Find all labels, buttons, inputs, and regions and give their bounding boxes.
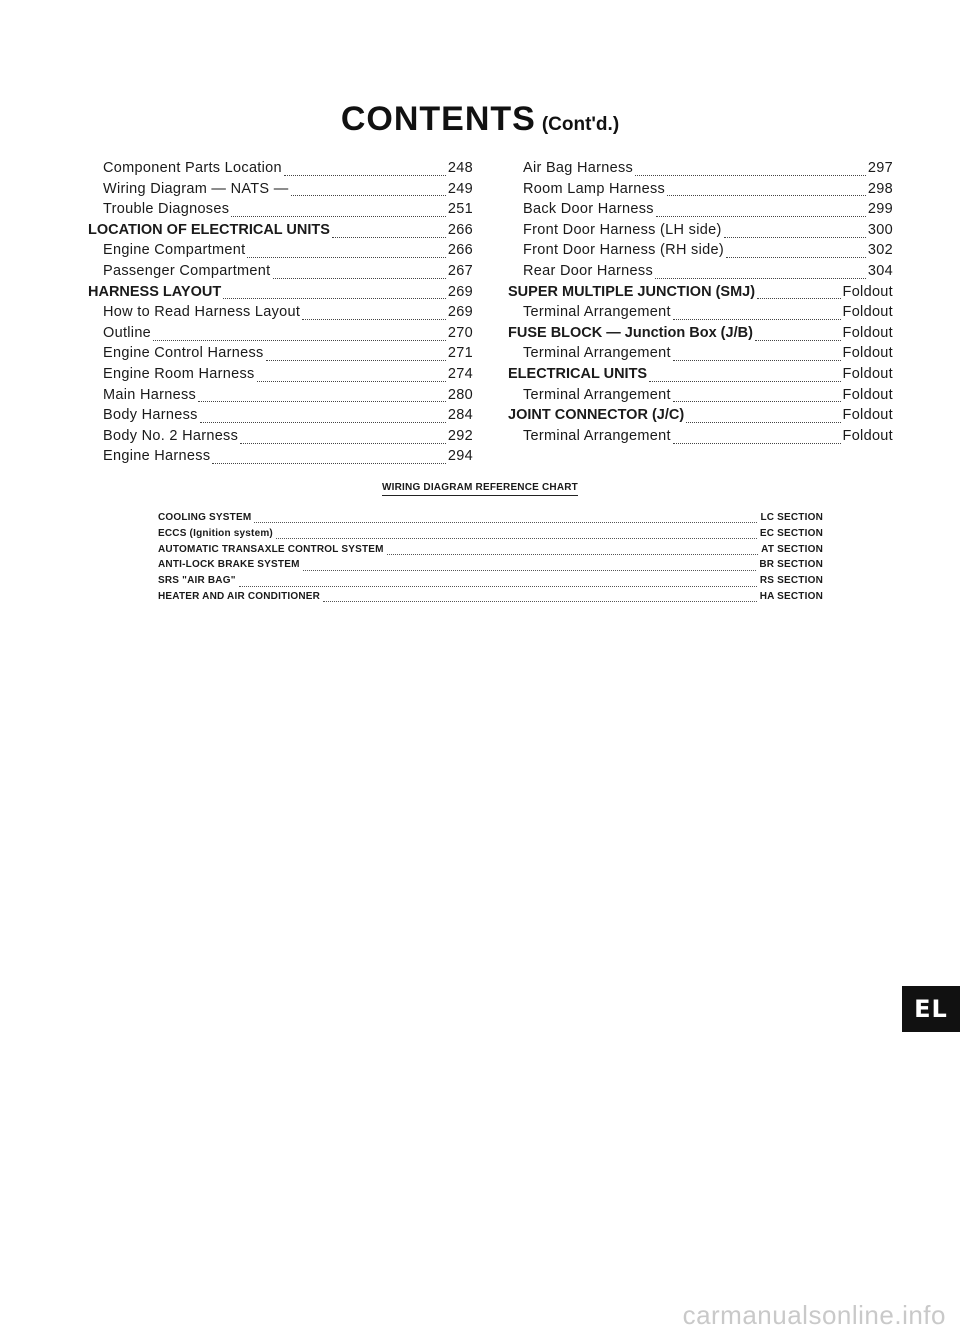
toc-entry[interactable] bbox=[88, 304, 473, 325]
leader-dots bbox=[153, 340, 446, 341]
reference-chart-row[interactable] bbox=[158, 528, 823, 544]
toc-entry-page: 251 bbox=[447, 201, 473, 218]
toc-entry[interactable] bbox=[508, 325, 893, 346]
toc-left-column bbox=[88, 160, 473, 469]
toc-entry-label: Passenger Compartment bbox=[103, 262, 271, 279]
toc-right-column bbox=[508, 160, 893, 448]
leader-dots bbox=[673, 443, 841, 444]
leader-dots bbox=[302, 319, 446, 320]
toc-entry[interactable] bbox=[508, 201, 893, 222]
leader-dots bbox=[273, 278, 446, 279]
toc-entry[interactable] bbox=[508, 242, 893, 263]
toc-entry-label: Front Door Harness (LH side) bbox=[523, 221, 722, 238]
toc-entry-page: 284 bbox=[447, 407, 473, 424]
toc-entry-label: Terminal Arrangement bbox=[523, 345, 671, 362]
toc-entry[interactable] bbox=[508, 284, 893, 305]
toc-entry-label: Component Parts Location bbox=[103, 160, 282, 176]
toc-entry-label: Engine Compartment bbox=[103, 242, 246, 259]
toc-entry-page: Foldout bbox=[842, 324, 893, 341]
leader-dots bbox=[231, 216, 446, 217]
toc-entry-page: 302 bbox=[867, 242, 893, 259]
leader-dots bbox=[387, 554, 758, 555]
reference-system-label: COOLING SYSTEM bbox=[158, 512, 252, 523]
leader-dots bbox=[757, 298, 840, 299]
page-title bbox=[0, 100, 960, 139]
toc-entry[interactable] bbox=[508, 263, 893, 284]
toc-entry-page: 280 bbox=[447, 386, 473, 403]
reference-chart-row[interactable] bbox=[158, 575, 823, 591]
toc-entry[interactable] bbox=[88, 325, 473, 346]
leader-dots bbox=[254, 522, 757, 523]
reference-chart-row[interactable] bbox=[158, 559, 823, 575]
toc-entry[interactable] bbox=[508, 407, 893, 428]
section-tab-el[interactable]: EL bbox=[902, 986, 960, 1032]
toc-entry-label: Main Harness bbox=[103, 386, 197, 403]
toc-entry[interactable] bbox=[88, 222, 473, 243]
toc-entry[interactable] bbox=[88, 387, 473, 408]
toc-entry-page: 270 bbox=[447, 324, 473, 341]
toc-entry-label: Outline bbox=[103, 324, 152, 341]
toc-entry[interactable] bbox=[88, 428, 473, 449]
reference-system-label: HEATER AND AIR CONDITIONER bbox=[158, 590, 321, 602]
reference-section-label: AT SECTION bbox=[761, 543, 823, 555]
toc-entry-page: 249 bbox=[447, 180, 473, 197]
reference-chart-heading: WIRING DIAGRAM REFERENCE CHART bbox=[0, 482, 960, 496]
reference-section-label: EC SECTION bbox=[759, 527, 823, 539]
toc-entry-page: 300 bbox=[867, 221, 893, 238]
reference-chart-row[interactable] bbox=[158, 544, 823, 560]
toc-entry-page: 266 bbox=[447, 221, 473, 238]
leader-dots bbox=[673, 360, 841, 361]
leader-dots bbox=[332, 237, 446, 238]
leader-dots bbox=[247, 257, 445, 258]
toc-entry[interactable] bbox=[88, 263, 473, 284]
toc-entry-label: Front Door Harness (RH side) bbox=[523, 242, 724, 259]
toc-entry-page: Foldout bbox=[842, 345, 893, 362]
leader-dots bbox=[656, 216, 866, 217]
leader-dots bbox=[726, 257, 866, 258]
toc-entry-page: Foldout bbox=[842, 407, 893, 424]
toc-entry-label: SUPER MULTIPLE JUNCTION (SMJ) bbox=[508, 283, 756, 300]
toc-entry-label: Body Harness bbox=[103, 407, 198, 424]
toc-entry-page: 269 bbox=[447, 304, 473, 321]
reference-section-label: BR SECTION bbox=[759, 559, 823, 571]
toc-entry[interactable] bbox=[508, 222, 893, 243]
toc-entry-label: Terminal Arrangement bbox=[523, 427, 671, 444]
toc-entry-label: Engine Harness bbox=[103, 448, 211, 465]
leader-dots bbox=[212, 463, 446, 464]
toc-entry-label: Room Lamp Harness bbox=[523, 180, 666, 197]
toc-entry[interactable] bbox=[88, 366, 473, 387]
toc-entry-page: 266 bbox=[447, 242, 473, 259]
reference-chart-list bbox=[158, 512, 823, 607]
reference-section-label: LC SECTION bbox=[760, 512, 823, 523]
toc-entry[interactable] bbox=[508, 160, 893, 181]
leader-dots bbox=[198, 401, 446, 402]
toc-entry-label: Engine Room Harness bbox=[103, 365, 255, 382]
toc-entry-label: Terminal Arrangement bbox=[523, 386, 671, 403]
toc-entry-page: 274 bbox=[447, 365, 473, 382]
reference-system-label: AUTOMATIC TRANSAXLE CONTROL SYSTEM bbox=[158, 543, 384, 555]
leader-dots bbox=[655, 278, 866, 279]
toc-entry-label: Body No. 2 Harness bbox=[103, 427, 239, 444]
toc-entry-page: Foldout bbox=[842, 304, 893, 321]
toc-entry-label: Back Door Harness bbox=[523, 201, 654, 218]
toc-entry[interactable] bbox=[88, 345, 473, 366]
toc-entry-label: Terminal Arrangement bbox=[523, 304, 671, 321]
leader-dots bbox=[223, 298, 446, 299]
toc-entry-label: LOCATION OF ELECTRICAL UNITS bbox=[88, 221, 330, 238]
leader-dots bbox=[323, 601, 757, 602]
watermark: carmanualsonline.info bbox=[682, 1300, 946, 1330]
reference-system-label: ECCS (Ignition system) bbox=[158, 527, 273, 539]
toc-entry-label: JOINT CONNECTOR (J/C) bbox=[508, 407, 685, 424]
toc-entry[interactable] bbox=[508, 428, 893, 449]
toc-entry[interactable] bbox=[508, 366, 893, 387]
toc-entry[interactable] bbox=[508, 304, 893, 325]
toc-entry[interactable] bbox=[88, 181, 473, 202]
toc-entry[interactable] bbox=[508, 181, 893, 202]
toc-entry-label: Engine Control Harness bbox=[103, 345, 264, 362]
toc-entry-page: Foldout bbox=[842, 283, 893, 300]
reference-section-label: RS SECTION bbox=[759, 575, 823, 587]
reference-system-label: SRS "AIR BAG" bbox=[158, 575, 236, 587]
toc-entry-page: 304 bbox=[867, 262, 893, 279]
toc-entry-page: 248 bbox=[447, 160, 473, 176]
leader-dots bbox=[291, 195, 446, 196]
toc-entry[interactable] bbox=[88, 407, 473, 428]
toc-entry-page: 297 bbox=[867, 160, 893, 176]
leader-dots bbox=[673, 401, 841, 402]
toc-entry[interactable] bbox=[88, 242, 473, 263]
leader-dots bbox=[667, 195, 866, 196]
leader-dots bbox=[284, 175, 446, 176]
leader-dots bbox=[635, 175, 866, 176]
reference-section-label: HA SECTION bbox=[759, 590, 823, 602]
leader-dots bbox=[673, 319, 841, 320]
toc-entry-page: Foldout bbox=[842, 386, 893, 403]
leader-dots bbox=[755, 340, 841, 341]
toc-entry-label: ELECTRICAL UNITS bbox=[508, 365, 648, 382]
leader-dots bbox=[200, 422, 446, 423]
toc-entry-page: 292 bbox=[447, 427, 473, 444]
leader-dots bbox=[724, 237, 866, 238]
toc-entry-page: 298 bbox=[867, 180, 893, 197]
toc-entry-label: Air Bag Harness bbox=[523, 160, 634, 176]
toc-entry-label: Rear Door Harness bbox=[523, 262, 654, 279]
toc-entry-page: Foldout bbox=[842, 427, 893, 444]
toc-entry[interactable] bbox=[88, 201, 473, 222]
leader-dots bbox=[257, 381, 446, 382]
toc-entry-page: Foldout bbox=[842, 365, 893, 382]
leader-dots bbox=[266, 360, 446, 361]
title-sub: (Cont'd.) bbox=[541, 114, 620, 135]
toc-entry-page: 294 bbox=[447, 448, 473, 465]
leader-dots bbox=[276, 538, 757, 539]
toc-entry-page: 299 bbox=[867, 201, 893, 218]
toc-entry-label: Wiring Diagram — NATS — bbox=[103, 180, 289, 197]
leader-dots bbox=[239, 586, 757, 587]
toc-entry-label: HARNESS LAYOUT bbox=[88, 283, 222, 300]
toc-entry-label: How to Read Harness Layout bbox=[103, 304, 301, 321]
toc-entry-page: 267 bbox=[447, 262, 473, 279]
reference-chart-row[interactable] bbox=[158, 512, 823, 528]
toc-entry[interactable] bbox=[88, 284, 473, 305]
toc-entry[interactable] bbox=[508, 387, 893, 408]
toc-entry[interactable] bbox=[88, 448, 473, 469]
leader-dots bbox=[686, 422, 840, 423]
toc-entry-page: 269 bbox=[447, 283, 473, 300]
leader-dots bbox=[303, 570, 757, 571]
toc-entry-label: Trouble Diagnoses bbox=[103, 201, 230, 218]
leader-dots bbox=[240, 443, 446, 444]
reference-system-label: ANTI-LOCK BRAKE SYSTEM bbox=[158, 559, 300, 571]
title-main: CONTENTS bbox=[340, 100, 536, 138]
reference-chart-row[interactable] bbox=[158, 591, 823, 607]
toc-entry[interactable] bbox=[508, 345, 893, 366]
toc-entry-page: 271 bbox=[447, 345, 473, 362]
toc-entry-label: FUSE BLOCK — Junction Box (J/B) bbox=[508, 324, 753, 341]
toc-entry[interactable] bbox=[88, 160, 473, 181]
leader-dots bbox=[649, 381, 840, 382]
